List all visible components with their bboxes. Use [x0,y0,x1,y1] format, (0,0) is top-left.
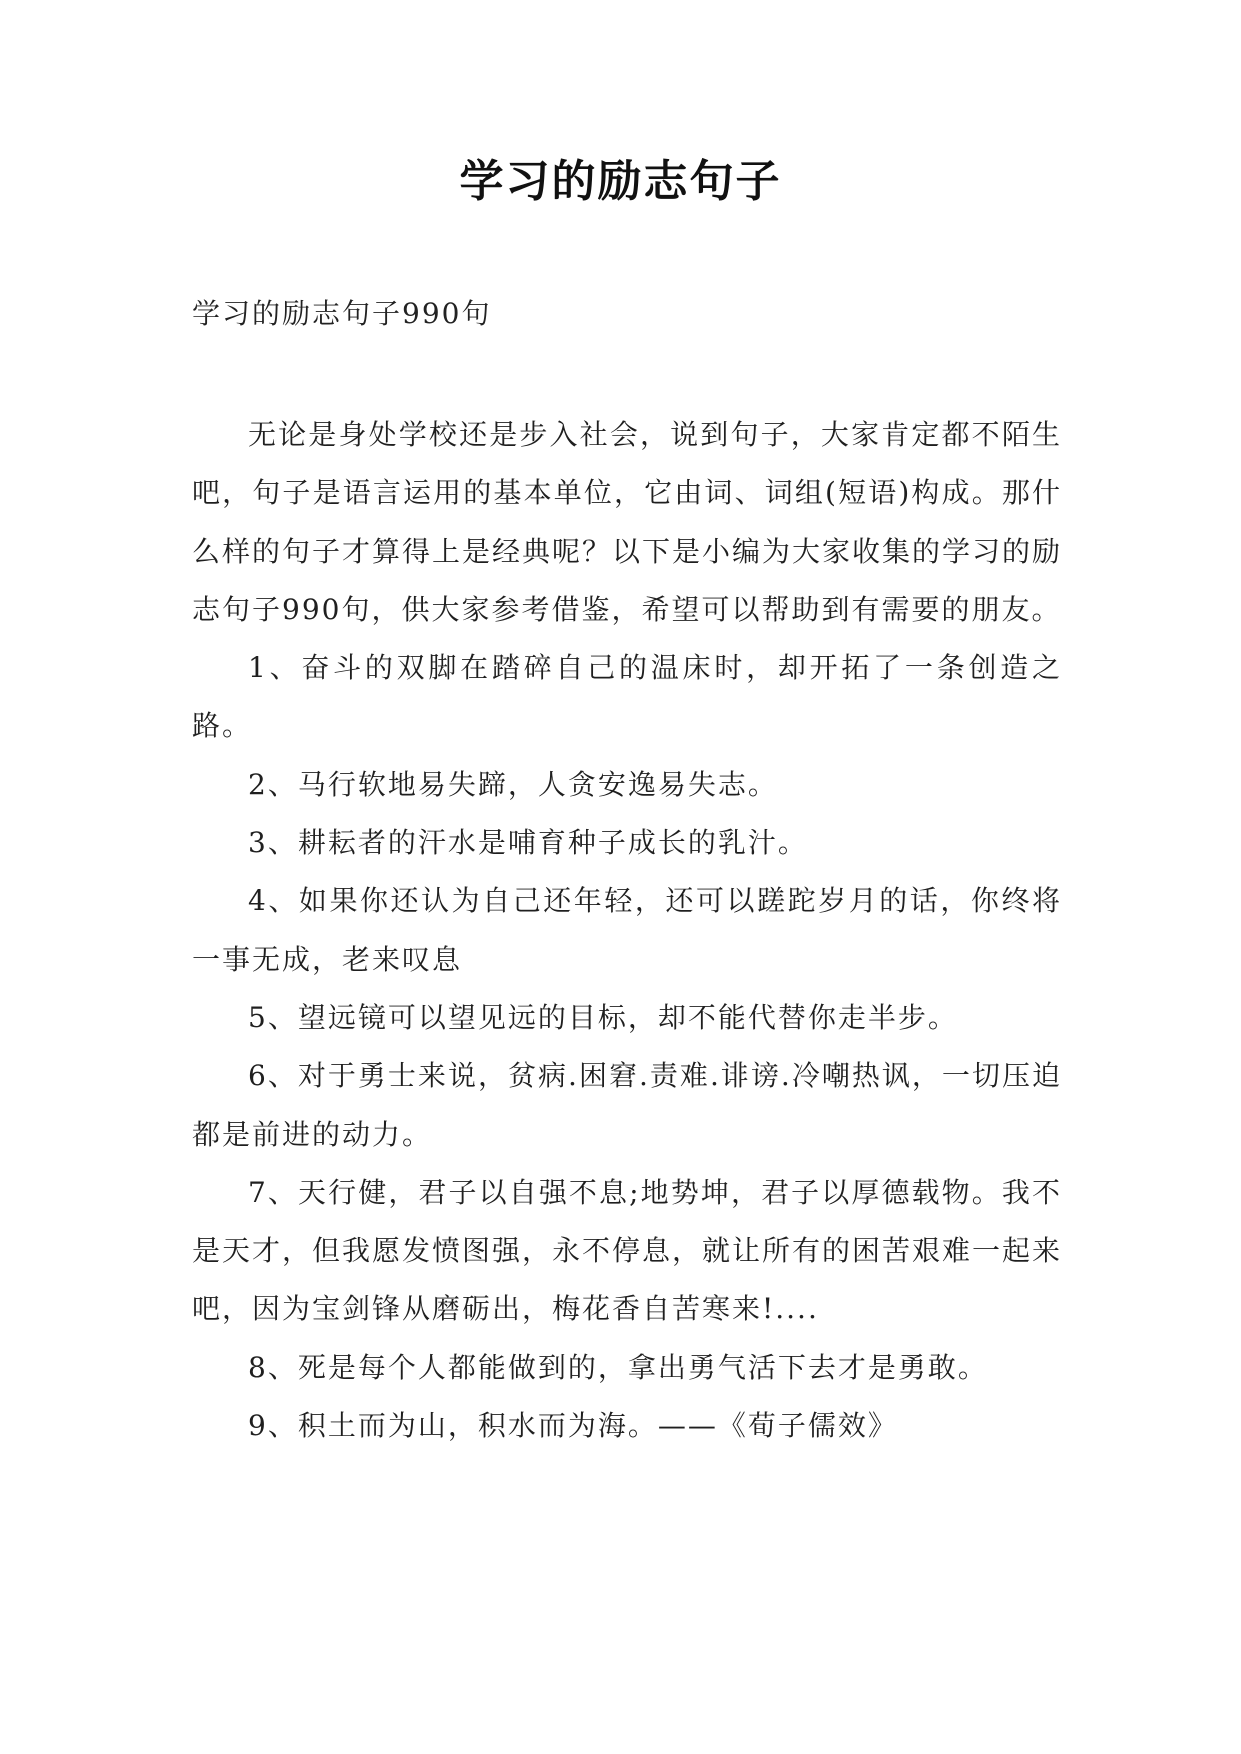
document-body [192,406,1062,1455]
quote-paragraph: 8、死是每个人都能做到的，拿出勇气活下去才是勇敢。 [248,1350,988,1384]
quote-paragraph: 7、天行健，君子以自强不息;地势坤，君子以厚德载物。我不是天才，但我愿发愤图强，永不停息，就让所有的困苦艰难一起来吧，因为宝剑锋从磨砺出，梅花香自苦寒来!.... [192,1175,1063,1326]
quote-paragraph: 4、如果你还认为自己还年轻，还可以蹉跎岁月的话，你终将一事无成，老来叹息 [192,884,1062,976]
intro-paragraph: 无论是身处学校还是步入社会，说到句子，大家肯定都不陌生吧，句子是语言运用的基本单位，它由词、词组(短语)构成。那什么样的句子才算得上是经典呢？以下是小编为大家收集的学习的励志句子990句，供大家参考借鉴，希望可以帮助到有需要的朋友。 [192,418,1063,626]
quote-paragraph: 1、奋斗的双脚在踏碎自己的温床时，却开拓了一条创造之路。 [192,651,1062,743]
quote-paragraph: 3、耕耘者的汗水是哺育种子成长的乳汁。 [248,826,808,860]
document-title: 学习的励志句子 [459,156,782,207]
document-subtitle: 学习的励志句子990句 [192,297,492,330]
quote-paragraph: 6、对于勇士来说，贫病.困窘.责难.诽谤.冷嘲热讽，一切压迫都是前进的动力。 [192,1059,1062,1151]
quote-paragraph: 9、积土而为山，积水而为海。——《荀子儒效》 [248,1409,898,1443]
quote-paragraph: 2、马行软地易失蹄，人贪安逸易失志。 [248,767,778,801]
quote-paragraph: 5、望远镜可以望见远的目标，却不能代替你走半步。 [248,1000,958,1034]
